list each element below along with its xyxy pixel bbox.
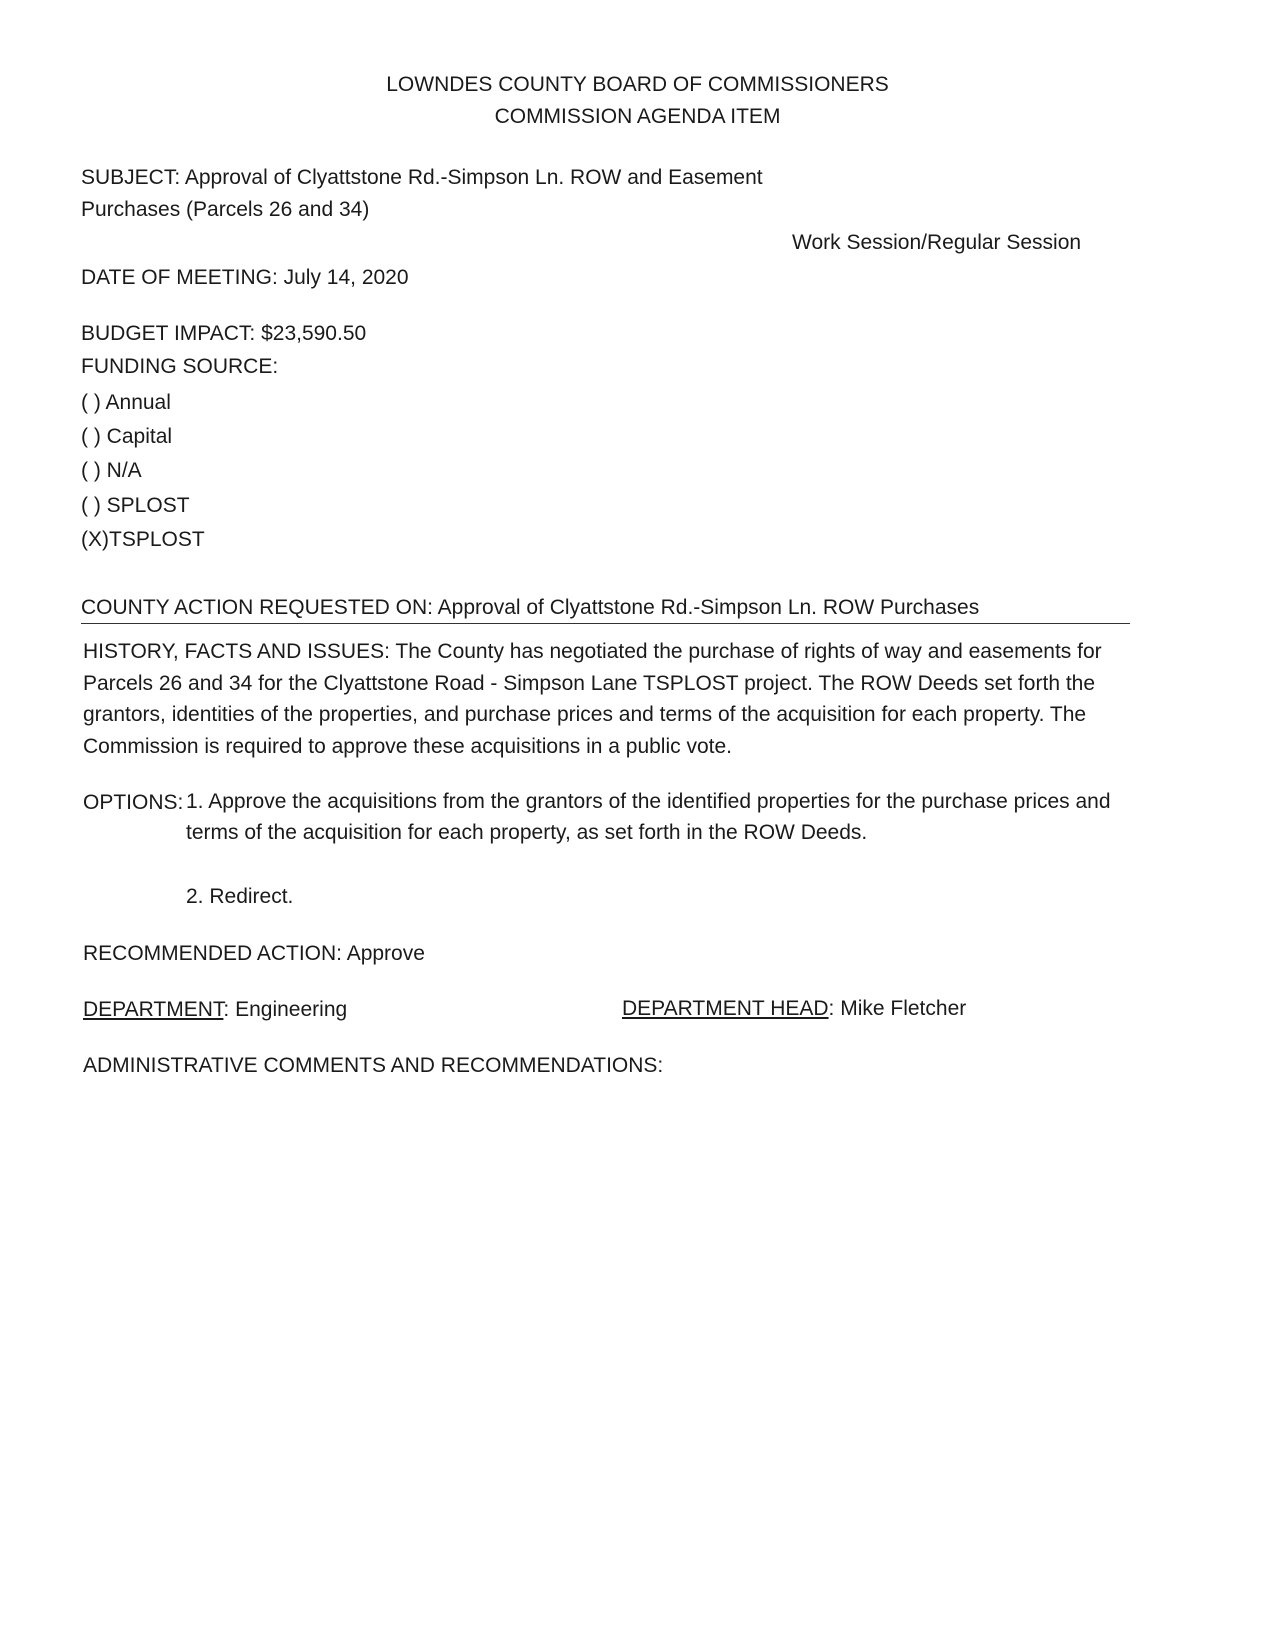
budget-impact: BUDGET IMPACT: $23,590.50	[81, 322, 367, 345]
department-head	[622, 996, 966, 1022]
option-label: N/A	[106, 459, 142, 482]
date-of-meeting: DATE OF MEETING: July 14, 2020	[81, 266, 409, 289]
option-label: TSPLOST	[109, 528, 205, 551]
option-label: Capital	[106, 425, 173, 448]
option-1: 1. Approve the acquisitions from the grantors of the identified properties for the purchase prices and terms of the acquisition for each property, as set forth in the ROW Deeds.	[186, 790, 1111, 844]
funding-option-annual	[81, 390, 171, 416]
option-2: 2. Redirect.	[186, 885, 294, 908]
header-title: LOWNDES COUNTY BOARD OF COMMISSIONERS	[386, 73, 889, 96]
administrative-comments: ADMINISTRATIVE COMMENTS AND RECOMMENDATIONS:	[83, 1054, 664, 1077]
history-facts-issues: HISTORY, FACTS AND ISSUES: The County has negotiated the purchase of rights of way and easements for Parcels 26 and 34 for the Clyattstone Road - Simpson Lane TSPLOST project. The ROW Deeds set forth the grantors, identities of the properties, and purchase prices and terms of the acquisition for each property. The Commission is required to approve these acquisitions in a public vote.	[83, 640, 1102, 758]
options-label: OPTIONS:	[83, 791, 184, 814]
checkbox-mark: ( )	[81, 391, 101, 414]
department-head-value: : Mike Fletcher	[828, 997, 967, 1020]
session-type: Work Session/Regular Session	[792, 231, 1082, 254]
divider-line	[81, 623, 1130, 624]
department	[83, 997, 347, 1023]
funding-source-label: FUNDING SOURCE:	[81, 355, 279, 378]
checkbox-mark: ( )	[81, 494, 101, 517]
funding-option-na	[81, 458, 142, 484]
department-label: DEPARTMENT	[83, 998, 224, 1021]
funding-option-tsplost	[81, 527, 205, 553]
funding-option-splost	[81, 493, 190, 519]
checkbox-mark: (X)	[81, 528, 109, 551]
subject-line-1: SUBJECT: Approval of Clyattstone Rd.-Simpson Ln. ROW and Easement	[81, 166, 763, 189]
recommended-action: RECOMMENDED ACTION: Approve	[83, 942, 425, 965]
department-value: : Engineering	[223, 998, 348, 1021]
header-subtitle: COMMISSION AGENDA ITEM	[494, 105, 781, 128]
option-label: SPLOST	[106, 494, 190, 517]
subject-line-2: Purchases (Parcels 26 and 34)	[81, 198, 370, 221]
checkbox-mark: ( )	[81, 425, 101, 448]
checkbox-mark: ( )	[81, 459, 101, 482]
funding-option-capital	[81, 424, 172, 450]
county-action-requested: COUNTY ACTION REQUESTED ON: Approval of Clyattstone Rd.-Simpson Ln. ROW Purchases	[81, 596, 980, 619]
option-label: Annual	[105, 391, 171, 414]
department-head-label: DEPARTMENT HEAD	[622, 997, 829, 1020]
